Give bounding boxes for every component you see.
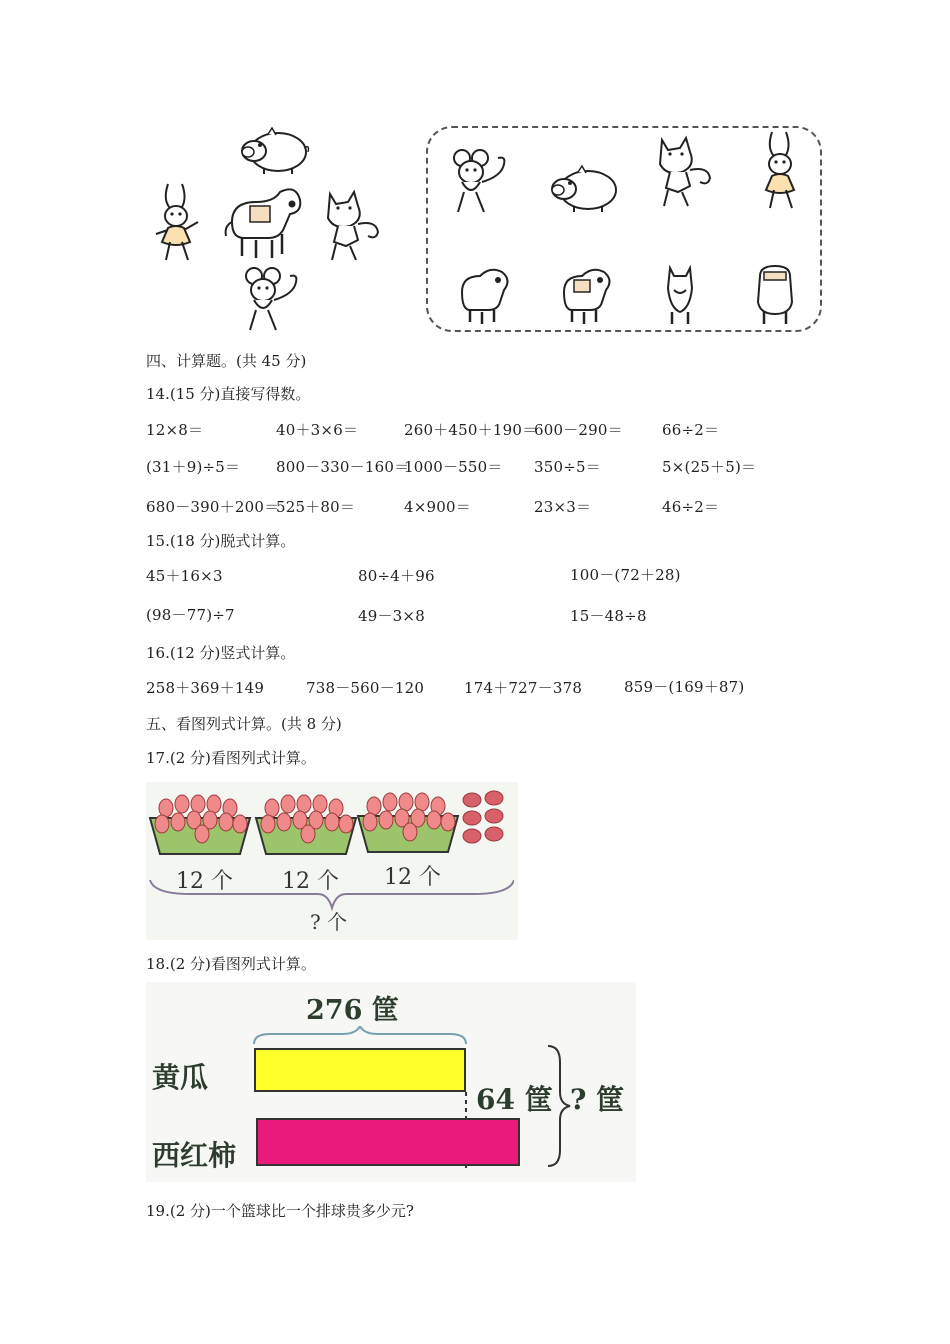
problem: (31＋9)÷5＝ [146,458,241,476]
rabbit-icon [148,180,210,264]
top-label: 276 筐 [306,995,399,1026]
problem: 46÷2＝ [662,498,720,516]
problem: 174＋727－378 [464,679,583,697]
cucumber-bar [254,1048,466,1092]
row2-label: 西红柿 [152,1139,237,1172]
horse-front-icon[interactable] [454,262,520,326]
tray-label-2: 12 个 [282,869,339,894]
horse-rear-icon[interactable] [752,262,798,326]
tray-label-3: 12 个 [384,865,441,890]
q18-title: 18.(2 分)看图列式计算。 [146,955,316,973]
rabbit-icon[interactable] [752,128,814,212]
problem: 859－(169＋87) [624,678,745,696]
q17-title: 17.(2 分)看图列式计算。 [146,749,316,767]
problem: 525＋80＝ [276,498,356,516]
problem: (98－77)÷7 [146,606,235,624]
problem: 23×3＝ [534,498,592,516]
problem: 258＋369＋149 [146,679,265,697]
problem: 45＋16×3 [146,567,223,585]
q16-title: 16.(12 分)竖式计算。 [146,644,296,662]
egg-tray-3 [356,788,460,858]
problem: 350÷5＝ [534,458,601,476]
bar-figure [146,982,636,1182]
total-label: ? 筐 [570,1083,625,1116]
section5-title: 五、看图列式计算。(共 8 分) [146,715,342,733]
egg-tray-2 [254,790,358,860]
tray-label-1: 12 个 [176,869,233,894]
problem: 260＋450＋190＝ [404,421,538,439]
mouse-icon[interactable] [446,148,510,216]
problem: 600－290＝ [534,421,623,439]
mouse-icon [238,266,302,334]
top-brace [250,1026,470,1046]
horse-icon [222,182,308,262]
cat-icon [316,186,386,266]
problem: 40＋3×6＝ [276,421,359,439]
section4-title: 四、计算题。(共 45 分) [146,352,307,370]
problem: 1000－550＝ [404,458,503,476]
problem: 15－48÷8 [570,607,647,625]
horse-side-icon[interactable] [556,262,622,326]
total-label: ? 个 [310,910,348,934]
problem: 12×8＝ [146,421,204,439]
cat-icon[interactable] [648,132,718,212]
pig-icon[interactable] [548,164,620,214]
pig-icon [238,126,310,176]
problem: 800－330－160＝ [276,458,410,476]
q14-title: 14.(15 分)直接写得数。 [146,385,311,403]
egg-tray-1 [148,790,252,860]
row1-label: 黄瓜 [152,1061,209,1094]
problem: 738－560－120 [306,679,425,697]
problem: 66÷2＝ [662,421,720,439]
problem: 680－390＋200＝ [146,498,280,516]
problem: 5×(25＋5)＝ [662,458,757,476]
loose-eggs [458,788,508,852]
q15-title: 15.(18 分)脱式计算。 [146,532,296,550]
problem: 49－3×8 [358,607,425,625]
problem: 80÷4＋96 [358,567,435,585]
tomato-bar [256,1118,520,1166]
q19-title: 19.(2 分)一个篮球比一个排球贵多少元? [146,1202,414,1220]
horse-back-icon[interactable] [660,262,700,326]
diff-label: 64 筐 [476,1083,553,1116]
problem: 100－(72＋28) [570,566,681,584]
eggs-figure [146,782,518,940]
problem: 4×900＝ [404,498,471,516]
